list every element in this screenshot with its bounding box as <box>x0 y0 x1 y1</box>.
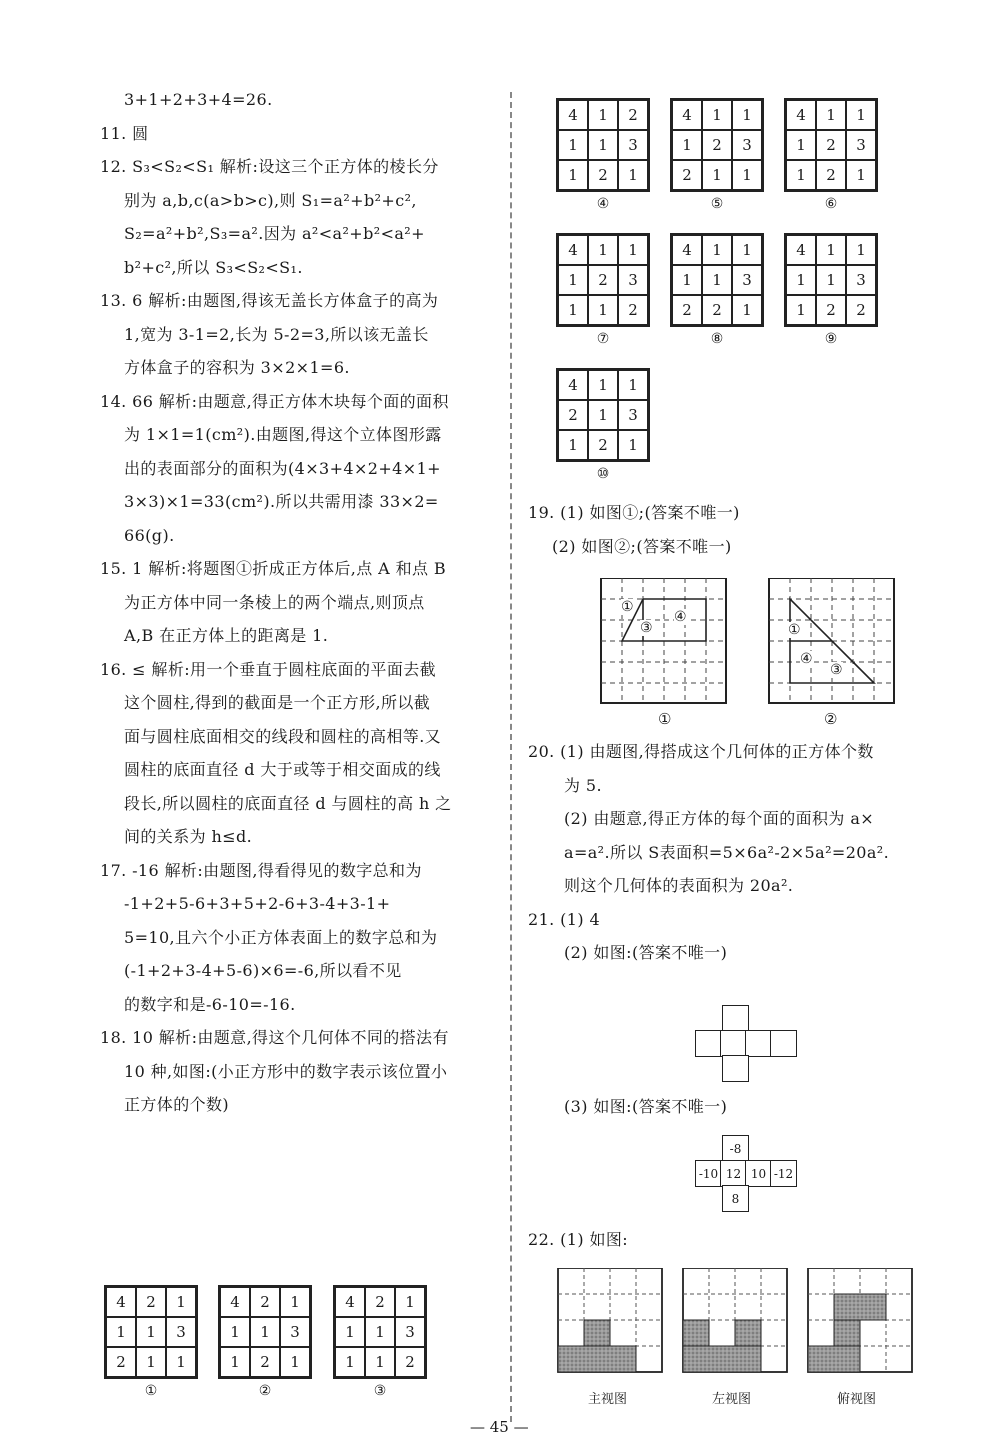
left-text-line: 段长,所以圆柱的底面直径 d 与圆柱的高 h 之 <box>124 793 452 813</box>
arrangement-grid-3 <box>332 1285 428 1399</box>
arrangement-grid-9 <box>783 233 879 347</box>
grid-cell: 2 <box>106 1347 136 1377</box>
grid-cell: 4 <box>558 100 588 130</box>
left-text-line: 方体盒子的容积为 3×2×1=6. <box>124 358 350 377</box>
page-number: — 45 — <box>470 1418 529 1436</box>
left-text-line: 18. 10 解析:由题意,得这个几何体不同的搭法有 <box>100 1028 449 1047</box>
grid-cell: 1 <box>816 265 846 295</box>
grid-cell: 1 <box>618 370 648 400</box>
left-text-line: 14. 66 解析:由题意,得正方体木块每个面的面积 <box>100 391 449 411</box>
left-text-line: 圆柱的底面直径 d 大于或等于相交面成的线 <box>124 760 441 779</box>
grid-cell: 1 <box>732 100 762 130</box>
grid-cell: 1 <box>335 1347 365 1377</box>
grid-cell: 1 <box>280 1287 310 1317</box>
grid-cell: 1 <box>395 1287 425 1317</box>
grid-cell: 1 <box>816 100 846 130</box>
q20-line1: 20. (1) 由题图,得搭成这个几何体的正方体个数 <box>528 742 874 761</box>
left-text-line: 16. ≤ 解析:用一个垂直于圆柱底面的平面去截 <box>100 659 437 679</box>
grid-cell: 1 <box>365 1317 395 1347</box>
grid-cell: 2 <box>558 400 588 430</box>
left-text-line: 面与圆柱底面相交的线段和圆柱的高相等.又 <box>124 726 442 746</box>
grid-cell: 4 <box>672 235 702 265</box>
grid-cell: 1 <box>786 130 816 160</box>
grid-cell: 2 <box>816 130 846 160</box>
grid-cell: 1 <box>786 295 816 325</box>
grid-cell: 1 <box>250 1317 280 1347</box>
left-text-line: 11. 圆 <box>100 123 149 143</box>
grid-cell: 1 <box>786 160 816 190</box>
left-text-line: 3×3)×1=33(cm²).所以共需用漆 33×2= <box>124 492 439 511</box>
fig19-mark: ③ <box>830 662 843 678</box>
grid-cell: 1 <box>618 430 648 460</box>
grid-cell: 1 <box>846 235 876 265</box>
grid-cell: 4 <box>558 370 588 400</box>
grid-cell: 1 <box>672 130 702 160</box>
grid-cell: 2 <box>250 1347 280 1377</box>
grid-cell: 1 <box>702 265 732 295</box>
grid-cell: 1 <box>846 100 876 130</box>
left-text-line: 66(g). <box>124 525 175 545</box>
grid-cell: 4 <box>220 1287 250 1317</box>
q20-line4: a=a².所以 S表面积=5×6a²-2×5a²=20a². <box>564 842 890 862</box>
grid-cell: 2 <box>588 265 618 295</box>
left-text-line: 为正方体中同一条棱上的两个端点,则顶点 <box>124 592 425 612</box>
grid-cell: 1 <box>702 235 732 265</box>
grid-cell: 1 <box>166 1287 196 1317</box>
grid-cell: 2 <box>846 295 876 325</box>
grid-cell: 4 <box>672 100 702 130</box>
net-cell: -8 <box>722 1135 749 1162</box>
q22-three-views <box>555 1268 965 1393</box>
grid-cell: 2 <box>816 295 846 325</box>
q20-line5: 则这个几何体的表面积为 20a². <box>564 876 794 895</box>
grid-cell: 2 <box>588 430 618 460</box>
fig19-mark: ④ <box>674 609 687 625</box>
grid-cell: 2 <box>816 160 846 190</box>
left-text-line: 1,宽为 3-1=2,长为 5-2=3,所以该无盖长 <box>124 324 429 344</box>
grid-caption: ⑩ <box>596 466 610 482</box>
grid-cell: 3 <box>395 1317 425 1347</box>
grid-cell: 2 <box>250 1287 280 1317</box>
grid-cell: 1 <box>732 160 762 190</box>
left-text-line: 出的表面部分的面积为(4×3+4×2+4×1+ <box>124 458 441 478</box>
grid-caption: ⑨ <box>824 331 838 347</box>
grid-cell: 2 <box>365 1287 395 1317</box>
grid-cell: 1 <box>588 400 618 430</box>
fig19-grid-2 <box>769 578 894 703</box>
left-text-line: 的数字和是-6-10=-16. <box>124 994 296 1014</box>
grid-cell: 4 <box>786 100 816 130</box>
grid-cell: 1 <box>732 295 762 325</box>
grid-cell: 1 <box>280 1347 310 1377</box>
grid-cell: 1 <box>166 1347 196 1377</box>
q20-block <box>528 742 968 977</box>
view-caption: 俯视图 <box>837 1392 877 1407</box>
grid-cell: 2 <box>618 100 648 130</box>
grid-cell: 2 <box>702 130 732 160</box>
left-text-line: 15. 1 解析:将题图①折成正方体后,点 A 和点 B <box>100 559 447 578</box>
net-cell: 12 <box>720 1160 747 1187</box>
grid-cell: 3 <box>732 130 762 160</box>
left-text-line: -1+2+5-6+3+5+2-6+3-4+3-1+ <box>124 894 391 913</box>
grid-cell: 1 <box>136 1347 166 1377</box>
left-text-line: 12. S₃<S₂<S₁ 解析:设这三个正方体的棱长分 <box>100 157 439 176</box>
net-cell: 8 <box>722 1185 749 1212</box>
q20-line2: 为 5. <box>564 775 602 795</box>
grid-cell: 1 <box>220 1347 250 1377</box>
grid-cell: 4 <box>335 1287 365 1317</box>
grid-cell: 2 <box>588 160 618 190</box>
grid-cell: 1 <box>588 295 618 325</box>
grid-cell: 4 <box>558 235 588 265</box>
grid-cell: 3 <box>618 130 648 160</box>
fig19-mark: ③ <box>640 620 653 636</box>
grid-cell: 1 <box>702 100 732 130</box>
grid-caption: ⑤ <box>710 196 724 212</box>
grid-cell: 3 <box>280 1317 310 1347</box>
fig19-mark: ④ <box>800 651 813 667</box>
grid-cell: 1 <box>106 1317 136 1347</box>
net-cell: -12 <box>770 1160 797 1187</box>
q19-part1: 19. (1) 如图①;(答案不唯一) <box>528 503 740 522</box>
grid-cell: 3 <box>618 265 648 295</box>
arrangement-grid-6 <box>783 98 879 212</box>
q21-part3: (3) 如图:(答案不唯一) <box>564 1097 728 1116</box>
grid-caption: ④ <box>596 196 610 212</box>
q21-part3-block <box>528 1097 968 1131</box>
grid-cell: 2 <box>672 160 702 190</box>
grid-caption: ① <box>144 1383 158 1399</box>
grid-cell: 2 <box>672 295 702 325</box>
grid-cell: 3 <box>732 265 762 295</box>
left-text-line: 正方体的个数) <box>124 1095 230 1114</box>
grid-cell: 1 <box>558 295 588 325</box>
grid-cell: 4 <box>106 1287 136 1317</box>
grid-cell: 1 <box>618 235 648 265</box>
grid-caption: ⑦ <box>596 331 610 347</box>
view-caption: 左视图 <box>712 1392 752 1407</box>
fig19-diagrams <box>595 578 935 728</box>
arrangement-grid-10 <box>555 368 651 482</box>
left-text-line: 别为 a,b,c(a>b>c),则 S₁=a²+b²+c², <box>124 190 417 210</box>
grid-cell: 1 <box>732 235 762 265</box>
grid-caption: ⑥ <box>824 196 838 212</box>
grid-cell: 1 <box>702 160 732 190</box>
grid-cell: 3 <box>846 130 876 160</box>
grid-cell: 1 <box>558 265 588 295</box>
q20-line3: (2) 由题意,得正方体的每个面的面积为 a× <box>564 809 875 828</box>
fig19-caption: ① <box>658 710 672 728</box>
left-text-line: (-1+2+3-4+5-6)×6=-6,所以看不见 <box>124 961 402 980</box>
left-text-line: 间的关系为 h≤d. <box>124 827 253 846</box>
net-cell: -10 <box>695 1160 722 1187</box>
grid-cell: 1 <box>588 370 618 400</box>
top-view-grid <box>808 1268 912 1372</box>
grid-caption: ⑧ <box>710 331 724 347</box>
right-column <box>528 503 968 570</box>
grid-cell: 1 <box>365 1347 395 1377</box>
view-caption: 主视图 <box>588 1392 628 1407</box>
left-text-line: S₂=a²+b²,S₃=a².因为 a²<a²+b²<a²+ <box>124 224 425 243</box>
grid-cell: 1 <box>220 1317 250 1347</box>
q21-part1: 21. (1) 4 <box>528 909 601 929</box>
grid-cell: 1 <box>558 130 588 160</box>
grid-cell: 1 <box>846 160 876 190</box>
arrangement-grid-2 <box>217 1285 313 1399</box>
fig19-mark: ① <box>788 622 801 638</box>
arrangement-grid-1 <box>103 1285 199 1399</box>
arrangement-grid-7 <box>555 233 651 347</box>
grid-cell: 1 <box>618 160 648 190</box>
fig19-mark: ① <box>621 599 634 615</box>
left-text-line: 10 种,如图:(小正方形中的数字表示该位置小 <box>124 1061 448 1081</box>
left-text-line: A,B 在正方体上的距离是 1. <box>124 626 329 645</box>
grid-cell: 3 <box>166 1317 196 1347</box>
left-text-line: 13. 6 解析:由题图,得该无盖长方体盒子的高为 <box>100 291 439 310</box>
grid-cell: 1 <box>588 130 618 160</box>
left-column <box>100 90 495 1129</box>
grid-cell: 1 <box>786 265 816 295</box>
grid-cell: 1 <box>588 100 618 130</box>
grid-cell: 2 <box>618 295 648 325</box>
left-text-line: 17. -16 解析:由题图,得看得见的数字总和为 <box>100 860 422 880</box>
grid-caption: ② <box>258 1383 272 1399</box>
fig19-caption: ② <box>824 710 838 728</box>
net-cell: 10 <box>745 1160 772 1187</box>
column-divider <box>510 92 512 1422</box>
grid-cell: 2 <box>395 1347 425 1377</box>
arrangement-grid-5 <box>669 98 765 212</box>
arrangement-grid-8 <box>669 233 765 347</box>
front-view-grid <box>558 1268 662 1372</box>
left-text-line: b²+c²,所以 S₃<S₂<S₁. <box>124 257 303 277</box>
q19-part2: (2) 如图②;(答案不唯一) <box>552 536 732 556</box>
grid-cell: 1 <box>558 160 588 190</box>
left-text-line: 这个圆柱,得到的截面是一个正方形,所以截 <box>124 693 431 712</box>
grid-cell: 3 <box>846 265 876 295</box>
grid-cell: 1 <box>588 235 618 265</box>
grid-cell: 2 <box>136 1287 166 1317</box>
q22-part1: 22. (1) 如图: <box>528 1230 629 1249</box>
fig19-grid-1 <box>601 578 726 703</box>
left-text-line: 5=10,且六个小正方体表面上的数字总和为 <box>124 927 438 947</box>
grid-cell: 1 <box>816 235 846 265</box>
grid-cell: 1 <box>558 430 588 460</box>
q22-block <box>528 1230 968 1264</box>
grid-cell: 1 <box>136 1317 166 1347</box>
grid-cell: 2 <box>702 295 732 325</box>
grid-cell: 4 <box>786 235 816 265</box>
left-view-grid <box>683 1268 787 1372</box>
arrangement-grid-4 <box>555 98 651 212</box>
grid-cell: 1 <box>672 265 702 295</box>
grid-cell: 1 <box>335 1317 365 1347</box>
q21-part2: (2) 如图:(答案不唯一) <box>564 943 728 962</box>
left-text-line: 为 1×1=1(cm²).由题图,得这个立体图形露 <box>124 425 442 444</box>
grid-cell: 3 <box>618 400 648 430</box>
left-text-line: 3+1+2+3+4=26. <box>124 90 273 109</box>
grid-caption: ③ <box>373 1383 387 1399</box>
